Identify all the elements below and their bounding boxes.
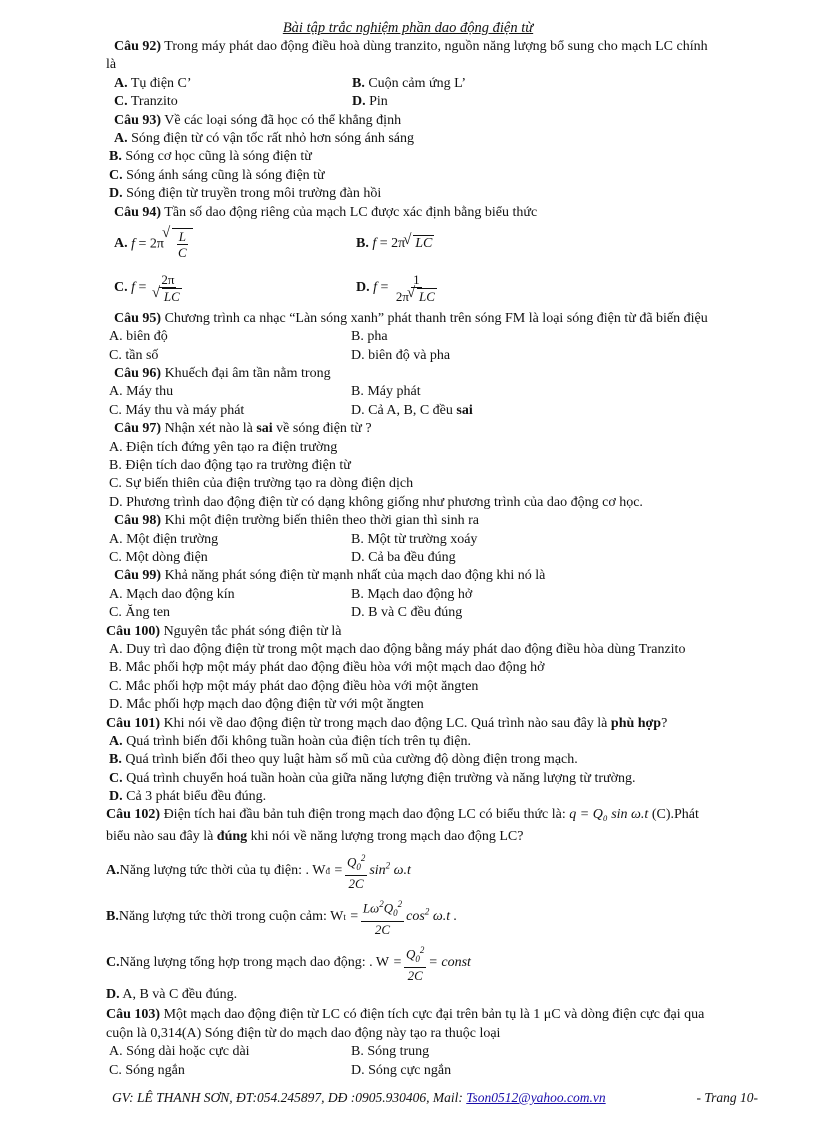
option-label: A.: [106, 863, 120, 879]
answer-row: [106, 328, 766, 346]
question-number: Câu 94): [114, 204, 162, 220]
option-c: C. Sự biến thiên của điện trường tạo ra dòng điện dịch: [109, 476, 414, 492]
answer-line: [106, 751, 766, 769]
option-label: D.: [109, 789, 123, 805]
question-text: Về các loại sóng đã học có thể khẳng định: [161, 112, 402, 128]
answer-line: B. Năng lượng tức thời trong cuộn cảm: W t = $\frac{L\omega^2Q_0^2}{2C}$ $\cos^2 \omega.t$ .: [106, 899, 458, 938]
question-text: Khi nói về dao động điện từ trong mạch dao động LC. Quá trình nào sau đây là: [160, 715, 611, 731]
option-label: B.: [352, 75, 365, 91]
emphasis-text: đúng: [216, 829, 248, 845]
question-text: Nhận xét nào là: [161, 421, 257, 437]
question-text: Khi một điện trường biến thiên theo thời gian thì sinh ra: [161, 513, 479, 529]
option-label: B.: [356, 235, 369, 251]
answer-line: A. Năng lượng tức thời của tụ điện: . W đ = $\frac{Q_0^2}{2C}$ $\sin^2 \omega.t$: [106, 853, 411, 892]
option-b: B. Một từ trường xoáy: [351, 531, 478, 547]
option-d: D. Cả ba đều đúng: [351, 549, 456, 565]
question-101: [106, 715, 766, 733]
option-label: A.: [114, 235, 128, 251]
option-c: Sóng ánh sáng cũng là sóng điện từ: [122, 167, 325, 183]
page-number: - Trang 10-: [696, 1090, 758, 1105]
answer-line: [106, 167, 766, 185]
formula-d: f = $\frac{1}{2\pi√ LC}$: [373, 272, 441, 304]
option-label: A.: [114, 130, 128, 146]
option-a: A. Một điện trường: [109, 531, 219, 547]
answer-line: [106, 130, 766, 148]
option-c: Quá trình chuyển hoá tuần hoàn của giữa năng lượng điện trường và năng lượng từ trường.: [122, 770, 636, 786]
answer-row: [106, 75, 766, 93]
question-number: Câu 96): [114, 366, 162, 382]
option-label: C.: [109, 770, 123, 786]
option-c: C. Sóng ngắn: [109, 1062, 185, 1078]
option-b: Năng lượng tức thời trong cuộn cảm: W: [118, 909, 344, 925]
question-number: Câu 93): [114, 112, 162, 128]
option-a: A. Duy trì dao động điện từ trong một mạch dao động bằng máy phát dao động điều hòa dùng Tranzito: [109, 641, 686, 657]
answer-row: [106, 604, 766, 622]
question-103: [106, 1006, 766, 1024]
question-93: [106, 112, 766, 130]
question-text: Trong máy phát dao động điều hoà dùng tranzito, nguồn năng lượng bổ sung cho mạch LC chính: [161, 39, 708, 54]
option-label: C.: [109, 167, 123, 183]
answer-row: [106, 383, 766, 401]
question-text: Một mạch dao động điện từ LC có điện tích cực đại trên bản tụ là 1 μC và dòng điện cực đại qua: [160, 1007, 705, 1023]
question-number: Câu 103): [106, 1007, 161, 1023]
option-c: Năng lượng tổng hợp trong mạch dao động: . W: [119, 955, 390, 971]
option-label: C.: [106, 955, 120, 971]
question-number: Câu 101): [106, 715, 161, 731]
answer-line: [106, 733, 766, 751]
option-b: Quá trình biến đổi theo quy luật hàm số mũ của cường độ dòng điện trong mạch.: [121, 752, 578, 768]
option-c: Tranzito: [127, 94, 178, 110]
answer-row: [106, 586, 766, 604]
option-c: C. Một dòng điện: [109, 549, 208, 565]
question-text-end: (C).Phát: [648, 807, 699, 823]
formula-c: = $\frac{Q_0^2}{2C}$ = const: [389, 945, 471, 984]
answer-line: [106, 986, 766, 1006]
author-info: GV: LÊ THANH SƠN, ĐT:054.245897, DĐ :0905.930406, Mail:: [112, 1090, 467, 1105]
option-b: B. Sóng trung: [351, 1044, 430, 1060]
option-a: A. Sóng dài hoặc cực dài: [109, 1044, 250, 1060]
answer-row: [106, 93, 766, 111]
answer-row: [106, 549, 766, 567]
question-sheet: [106, 38, 766, 1080]
option-b: B. pha: [351, 329, 388, 345]
emphasis-text: sai: [456, 402, 473, 418]
question-text: Chương trình ca nhạc “Làn sóng xanh” phát thanh trên sóng FM là loại sóng điện từ đã biến điệu: [161, 310, 708, 326]
option-d: D. biên độ và pha: [351, 347, 451, 363]
option-a: Tụ điện C’: [127, 75, 192, 91]
question-text: Nguyên tắc phát sóng điện từ là: [160, 623, 342, 639]
answer-line: [106, 185, 766, 203]
question-number: Câu 102): [106, 807, 161, 823]
option-label: A.: [109, 733, 123, 749]
option-c: C. Ăng ten: [109, 605, 171, 621]
question-96: [106, 365, 766, 383]
emphasis-text: sai: [256, 421, 273, 437]
answer-line: [106, 148, 766, 166]
option-label: D.: [109, 186, 123, 202]
answer-line: [106, 770, 766, 788]
answer-row: [106, 1043, 766, 1061]
question-100: [106, 623, 766, 641]
option-a: Năng lượng tức thời của tụ điện: . W: [119, 863, 326, 879]
question-102: [106, 806, 766, 828]
question-95: [106, 310, 766, 328]
question-number: Câu 98): [114, 513, 162, 529]
option-b: B. Mắc phối hợp một máy phát dao động điều hòa với một mạch dao động hở: [109, 660, 545, 676]
formula-a: = $\frac{Q_0^2}{2C}$ $\sin^2 \omega.t$: [329, 853, 411, 892]
option-d: Cả 3 phát biểu đều đúng.: [122, 789, 267, 805]
option-label: D.: [352, 94, 366, 110]
option-a: Sóng điện từ có vận tốc rất nhỏ hơn sóng ánh sáng: [127, 130, 415, 146]
option-d: D. Mắc phối hợp mạch dao động điện từ với một ăngten: [109, 697, 424, 713]
formula-a: f = 2π √ $\frac{L}{C}$: [131, 228, 193, 260]
question-98: [106, 512, 766, 530]
question-text: Khuếch đại âm tần nằm trong: [161, 366, 331, 382]
option-d: D. Sóng cực ngắn: [351, 1062, 452, 1078]
option-d: D. B và C đều đúng: [351, 605, 463, 621]
question-92: [106, 38, 766, 56]
question-text-end: ?: [661, 715, 668, 731]
answer-row: [106, 266, 766, 310]
option-label: B.: [106, 909, 119, 925]
question-text-cont: biểu nào sau đây là đúng khi nói về năng lượng trong mạch dao động LC?: [106, 829, 524, 845]
answer-line: [106, 940, 766, 986]
question-number: Câu 95): [114, 310, 162, 326]
option-b: Cuộn cảm ứng L’: [364, 75, 467, 91]
question-text-cont: là: [106, 57, 117, 73]
option-c: C. Máy thu và máy phát: [109, 402, 245, 418]
answer-row: [106, 222, 766, 266]
formula-c: f = 2π √ LC: [131, 272, 186, 304]
question-number: Câu 97): [114, 421, 162, 437]
option-label: B.: [109, 752, 122, 768]
answer-row: [106, 402, 766, 420]
option-label: C.: [114, 94, 128, 110]
option-label: D.: [356, 279, 370, 295]
page-header: Bài tập trắc nghiệm phần dao động điện từ: [282, 20, 534, 36]
option-b: B. Mạch dao động hở: [351, 586, 473, 602]
question-97: [106, 420, 766, 438]
answer-row: [106, 1062, 766, 1080]
option-d: A, B và C đều đúng.: [119, 987, 238, 1003]
question-number: Câu 99): [114, 568, 162, 584]
option-c: C. Mắc phối hợp một máy phát dao động điều hòa với một ăngten: [109, 678, 479, 694]
option-a: Quá trình biến đổi không tuần hoàn của điện tích trên tụ điện.: [122, 733, 471, 749]
option-a: A. Máy thu: [109, 384, 174, 400]
option-d: D. Cả A, B, C đều: [351, 402, 457, 418]
answer-row: [106, 347, 766, 365]
answer-line: [106, 788, 766, 806]
option-label: B.: [109, 149, 122, 165]
page-footer: [112, 1090, 758, 1106]
charge-formula: q = Q₀ sin ω.t: [569, 807, 649, 823]
option-label: C.: [114, 279, 128, 295]
option-a: A. Mạch dao động kín: [109, 586, 235, 602]
email-link[interactable]: Tson0512@yahoo.com.vn: [466, 1090, 606, 1105]
formula-b: f = 2π√ LC: [372, 235, 434, 253]
option-b: B. Điện tích dao động tạo ra trường điện từ: [109, 458, 351, 474]
option-b: B. Máy phát: [351, 384, 421, 400]
answer-row: [106, 531, 766, 549]
option-a: A. biên độ: [109, 329, 168, 345]
option-d: Sóng điện từ truyền trong môi trường đàn hồi: [122, 186, 382, 202]
question-text: Điện tích hai đầu bản tuh điện trong mạch dao động LC có biểu thức là:: [160, 807, 570, 823]
option-b: Sóng cơ học cũng là sóng điện từ: [121, 149, 312, 165]
question-number: Câu 100): [106, 623, 161, 639]
question-text-end: về sóng điện từ ?: [272, 421, 372, 437]
option-label: A.: [114, 75, 128, 91]
option-label: D.: [106, 987, 120, 1003]
question-94: [106, 204, 766, 222]
question-text: Khả năng phát sóng điện từ mạnh nhất của mạch dao động khi nó là: [161, 568, 546, 584]
option-c: C. tần số: [109, 347, 159, 363]
question-text: Tần số dao động riêng của mạch LC được xác định bằng biểu thức: [161, 204, 538, 220]
formula-b: = $\frac{L\omega^2Q_0^2}{2C}$ $\cos^2 \omega.t$ .: [345, 899, 458, 938]
option-d: D. Phương trình dao động điện từ có dạng không giống như phương trình của dao động cơ học.: [109, 494, 643, 510]
question-text-cont: cuộn là 0,314(A) Sóng điện từ do mạch dao động này tạo ra thuộc loại: [106, 1025, 501, 1041]
option-d: Pin: [365, 94, 388, 110]
option-a: A. Điện tích đứng yên tạo ra điện trường: [109, 439, 338, 455]
emphasis-text: phù hợp: [610, 715, 662, 731]
question-99: [106, 567, 766, 585]
question-number: Câu 92): [114, 39, 162, 54]
